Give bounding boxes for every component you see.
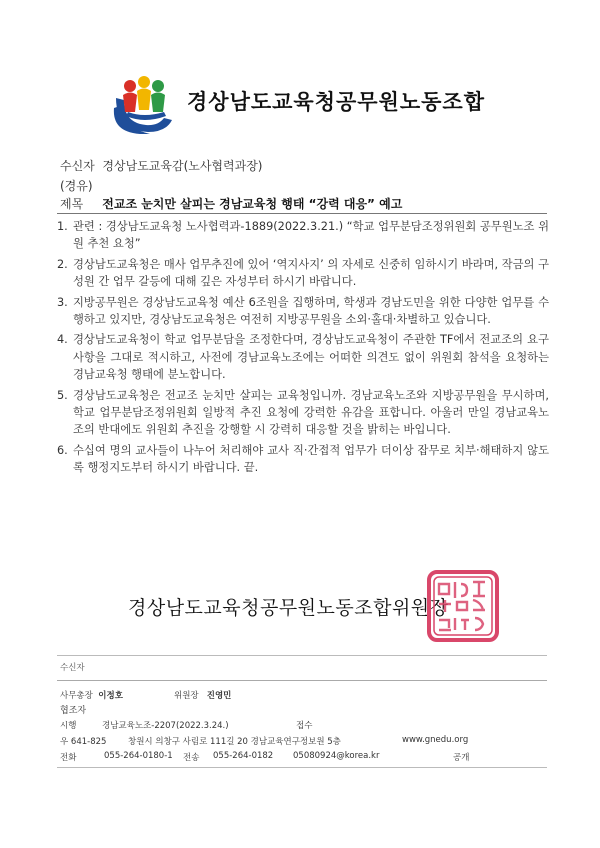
footer-public: 공개 bbox=[453, 753, 470, 763]
list-item: 2. 경상남도교육청은 매사 업무추진에 있어 ‘역지사지’ 의 자세로 신중히 임하시기 바라며, 작금의 구성원 간 업무 갈등에 대해 깊은 자성부터 하시기 바랍니다. bbox=[57, 257, 549, 289]
footer-email: 05080924@korea.kr bbox=[293, 751, 380, 761]
recipient-label: 수신자 bbox=[60, 159, 95, 173]
footer-postal: 우 641-825 bbox=[60, 737, 107, 747]
footer-cooperator: 협조자 bbox=[60, 706, 87, 716]
footer-sec-gen: 사무총장 이정호 bbox=[60, 691, 123, 701]
list-item: 4. 경상남도교육청이 학교 업무분담을 조정한다며, 경상남도교육청이 주관한 TF에서 전교조의 요구사항을 그대로 적시하고, 사전에 경남교육노조에는 어떠한 의견도 없이 위원회 참석을 요청하는 경남교육청 행태에 분노합니다. bbox=[57, 333, 549, 382]
footer-top-divider bbox=[57, 655, 547, 656]
via-line: (경유) bbox=[60, 179, 93, 193]
footer-enforce-label: 시행 bbox=[60, 721, 77, 731]
footer-divider bbox=[57, 680, 547, 681]
header-divider bbox=[57, 213, 547, 214]
list-item: 1. 관련 : 경상남도교육청 노사협력과-1889(2022.3.21.) “학교 업무분담조정위원회 공무원노조 위원 추천 요청” bbox=[57, 220, 549, 251]
signer-title: 경상남도교육청공무원노동조합위원장 bbox=[128, 597, 449, 619]
footer-phone-label: 전화 bbox=[60, 753, 77, 763]
list-item: 6. 수십여 명의 교사들이 나누어 처리해야 교사 직·간접적 업무가 더이상 잡무로 치부·해태하지 않도록 행정지도부터 하시기 바랍니다. 끝. bbox=[57, 443, 549, 475]
chair-name: 진영민 bbox=[206, 691, 232, 701]
subject-label: 제목 bbox=[60, 197, 84, 211]
footer-recipient: 수신자 bbox=[60, 663, 85, 673]
footer-receipt-label: 접수 bbox=[296, 721, 313, 731]
footer-phone: 055-264-0180-1 bbox=[104, 751, 173, 761]
recipient-line bbox=[60, 157, 262, 174]
body-items bbox=[57, 218, 549, 480]
footer-fax-label: 전송 bbox=[183, 753, 200, 763]
recipient-value: 경상남도교육감(노사협력과장) bbox=[102, 159, 263, 173]
list-item: 3. 지방공무원은 경상남도교육청 예산 6조원을 집행하며, 학생과 경남도민을 위한 다양한 업무를 수행하고 있지만, 경상남도교육청은 여전히 지방공무원을 소외·홀대·차별하고 있습니다. bbox=[57, 295, 549, 327]
union-logo-icon bbox=[110, 68, 178, 136]
subject-line bbox=[60, 195, 402, 212]
footer-fax: 055-264-0182 bbox=[213, 751, 274, 761]
list-item: 5. 경상남도교육청은 전교조 눈치만 살피는 교육청입니까. 경남교육노조와 지방공무원을 무시하며, 학교 업무분담조정위원회 일방적 추진 요청에 강력한 유감을 표합니다. 아울러 만일 경남교육노조의 반대에도 위원회 추진을 강행할 시 강력히 대응할 것을 밝히는 바입니다. bbox=[57, 388, 549, 437]
footer-website: www.gnedu.org bbox=[402, 735, 469, 745]
sec-gen-name: 이정호 bbox=[98, 691, 123, 701]
org-title: 경상남도교육청공무원노동조합 bbox=[187, 89, 486, 114]
footer-enforce-value: 경남교육노조-2207(2022.3.24.) bbox=[102, 721, 229, 731]
footer-address: 창원시 의창구 사림로 111길 20 경남교육연구정보원 5층 bbox=[128, 737, 341, 747]
footer-bottom-divider bbox=[57, 767, 547, 768]
footer-chair: 위원장 진영민 bbox=[174, 691, 232, 701]
official-seal-icon bbox=[427, 570, 499, 642]
subject-value: 전교조 눈치만 살피는 경남교육청 행태 “강력 대응” 예고 bbox=[102, 197, 403, 211]
